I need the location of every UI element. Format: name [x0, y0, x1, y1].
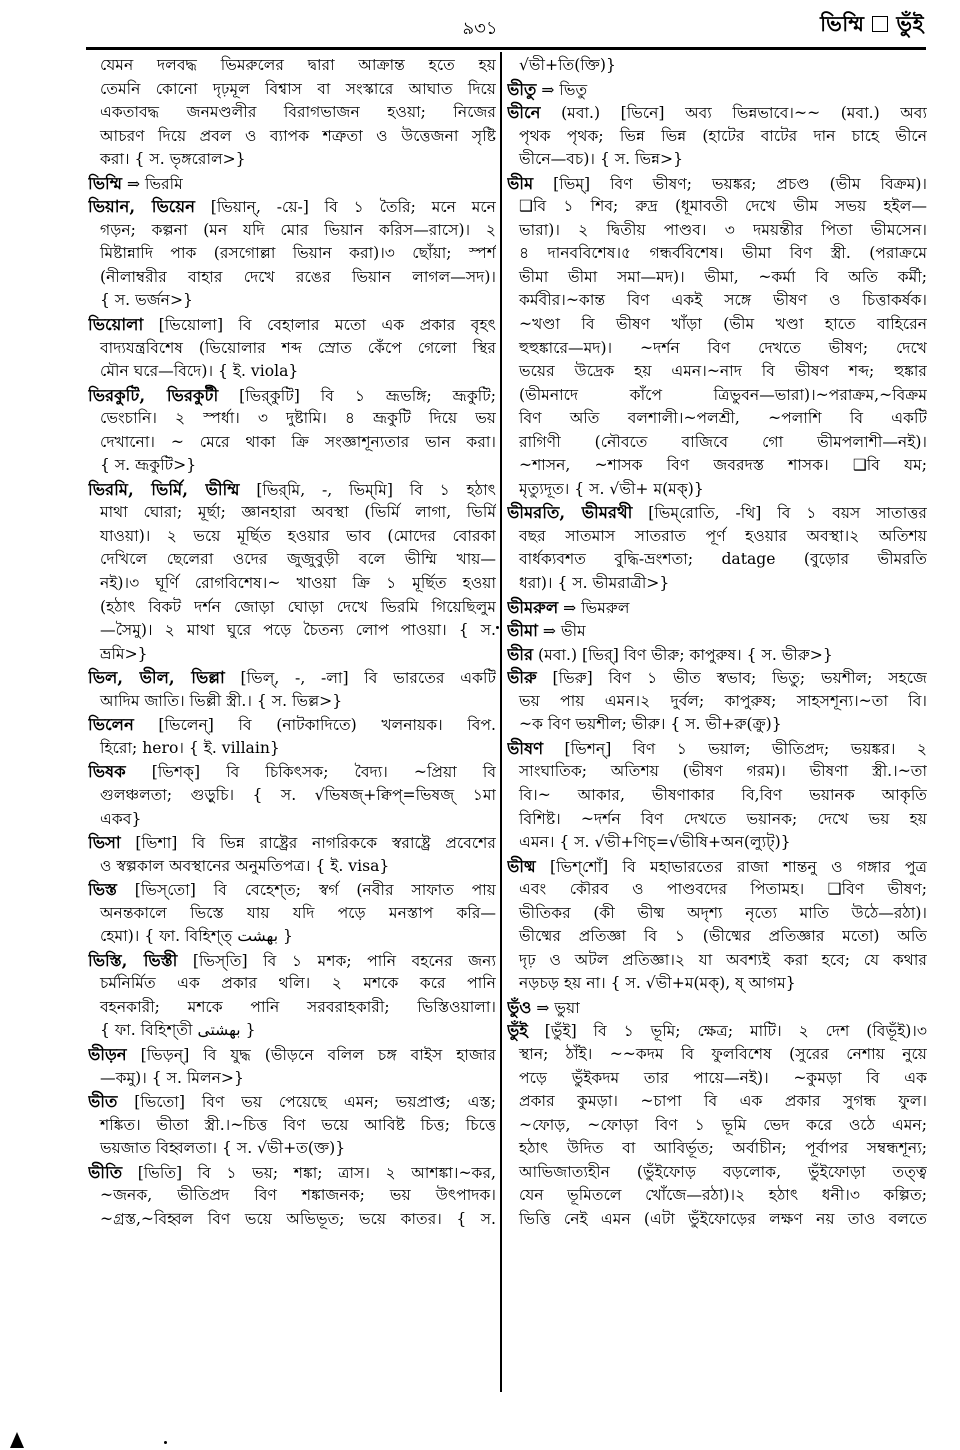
definition-line — [507, 1067, 927, 1091]
entry-text: আচরণ দিয়ে প্রবল ও ব্যাপক শত্রুতা ও উত্তেজনা সৃষ্টি — [100, 126, 496, 145]
scan-speck — [164, 1441, 167, 1444]
entry-text: বিণ অতি বলশালী।~পলশ্রী, ~পলাশি বি একটি — [519, 409, 927, 428]
entry-text: করা। { স. ভৃঙ্গরোল>} — [100, 150, 246, 169]
definition-line — [88, 501, 496, 525]
entry-text: [ভুঁই] বি ১ ভূমি; ক্ষেত্র; মাটি। ২ দেশ (বিভূঁই)।৩ — [527, 1022, 927, 1041]
definition-line — [88, 525, 496, 549]
square-separator-icon — [872, 16, 888, 32]
headword: ভিলেন — [88, 715, 134, 735]
definition-line — [88, 148, 496, 172]
entry-text: ভীনে—বচ)। { স. ভিন্ন>} — [519, 150, 684, 169]
entry-text: ভারা)। ২ দ্বিতীয় পাণ্ডব। ৩ দময়ন্তীর পিতা ভীমসেন। — [519, 220, 927, 239]
dictionary-entry-line — [507, 501, 927, 525]
definition-line — [507, 548, 927, 572]
headword: ভীতি — [88, 1162, 123, 1182]
entry-text: মৃত্যুদূত। { স. √ভী+ ম(মক্‌)} — [519, 479, 704, 498]
headword: ভিরমি, ভির্মি, ভীম্মি — [88, 479, 240, 499]
headword: ভীড়ন — [88, 1044, 127, 1064]
definition-line — [88, 431, 496, 455]
definition-line — [507, 454, 927, 478]
definition-line — [507, 902, 927, 926]
entry-text: ধরা)। { স. ভীমরাত্রী>} — [519, 574, 670, 593]
definition-line — [88, 454, 496, 478]
entry-text: কর্মবীর।~কান্ত বিণ একই সঙ্গে ভীষণ ও চিত্তাকর্ষক। — [519, 291, 927, 310]
definition-line — [507, 572, 927, 596]
entry-text: [ভিয়ান্‌, -য়ে-] বি ১ তৈরি; মনে মনে — [194, 198, 496, 217]
entry-text: ~ক বিণ ভয়শীল; ভীরু। { স. ভী+রু(ক্রু)} — [519, 715, 782, 734]
headword: ভীমা — [507, 621, 538, 641]
definition-line — [88, 643, 496, 667]
entry-text: বাদ্যযন্ত্রবিশেষ (ভিয়োলার শব্দ স্রোত কেঁপে গেলো স্থির — [100, 338, 496, 357]
definition-line — [507, 831, 927, 855]
headword: ভীতু — [507, 79, 537, 99]
dictionary-entry-line — [88, 666, 496, 690]
definition-line — [88, 219, 496, 243]
definition-line — [507, 690, 927, 714]
entry-text: মৌন ঘরে—বিদে)। { ই. viola} — [100, 362, 299, 381]
entry-text: ⇒ ভুয়া — [531, 998, 580, 1017]
entry-text: [ভিম্‌] বিণ ভীষণ; ভয়ঙ্কর; প্রচণ্ড (ভীম বিক্রম)। — [533, 174, 927, 193]
entry-text: দেখিলে ছেলেরা ওদের জুজুবুড়ী বলে ভীম্মি খায়— — [100, 550, 496, 569]
entry-text: পৃথক পৃথক; ভিন্ন ভিন্ন (হাটের বাটের দান চাহে ভীনে — [519, 126, 927, 145]
guide-word-last: ভুঁই — [896, 11, 924, 36]
entry-text: নড়চড় হয় না। { স. √ভী+ম(মক্‌), ষ্‌ আগম} — [519, 974, 796, 993]
definition-line — [88, 784, 496, 808]
dictionary-entry-line — [88, 1043, 496, 1067]
headword: ভীনে — [507, 103, 541, 123]
definition-line — [507, 784, 927, 808]
dictionary-entry-line — [88, 713, 496, 737]
definition-line — [507, 925, 927, 949]
entry-text: ⇒ ভিরমি — [122, 174, 183, 193]
entry-text: ভীষ্মের প্রতিজ্ঞা বি ১ (ভীষ্মের প্রতিজ্ঞার মতো) অতি — [519, 927, 927, 946]
entry-text: [ভিম্‌রোতি, -থি] বি ১ বয়স সাতাত্তর — [632, 504, 927, 523]
guide-word-first: ভিম্মি — [820, 11, 865, 36]
definition-line — [507, 431, 927, 455]
dictionary-entry-line — [88, 949, 496, 973]
definition-line — [88, 1137, 496, 1161]
dictionary-entry-line — [88, 831, 496, 855]
entry-text: দেখানো। ~ মেরে থাকা ক্রি সংজ্ঞাশূন্যতার ভান করা। — [100, 432, 496, 451]
entry-text: রাগিণী (নৌবতে বাজিবে গো ভীমপলাশী—নই)। — [519, 432, 927, 451]
definition-line — [507, 313, 927, 337]
headword: ভিস্তি, ভিস্তী — [88, 950, 178, 970]
definition-line — [88, 1114, 496, 1138]
definition-line — [507, 195, 927, 219]
entry-text: মাথা ঘোরা; মূর্ছা; জ্ঞানহারা অবস্থা (ভির্মি লাগা, ভির্মি — [100, 503, 496, 522]
entry-text: বার্ধক্যবশত বুদ্ধি-ভ্রংশতা; datage (বুড়োর ভীমরতি — [519, 550, 927, 569]
entry-text: { স. ভর্জন>} — [100, 291, 193, 310]
headword: ভীষণ — [507, 738, 544, 758]
right-column — [507, 54, 927, 1231]
entry-text: ভ্রমি>} — [100, 644, 148, 663]
entry-text: একব} — [100, 809, 142, 828]
entry-text: হুহুঙ্কারে—মদ)। ~দর্শন বিণ দেখতে ভীষণ; দেখে — [519, 338, 927, 357]
definition-line — [507, 360, 927, 384]
entry-text: শঙ্কিত। ভীতা স্ত্রী.।~চিত্ত বিণ ভয়ে আবিষ্ট চিত্ত; চিত্তে — [100, 1115, 496, 1134]
entry-text: ভিত্তি নেই এমন (এটা ভুঁইফোড়ের লক্ষণ নয় তাও বলতে — [519, 1209, 927, 1228]
entry-text: [ভিস্‌তো] বি বেহেশ্‌ত; স্বর্গ (নবীর সাফাত পায় — [116, 881, 496, 900]
dictionary-entry-line — [88, 313, 496, 337]
definition-line — [88, 1067, 496, 1091]
entry-text: গুলঞ্চলতা; গুড়ুচি। { স. √ভিষজ্‌+ক্বিপ্‌=ভিষজ্‌ ১মা — [100, 785, 496, 804]
headword: ভিম্মি — [88, 173, 122, 193]
headword: ভিরকুটি, ভিরকুটী — [88, 385, 219, 405]
entry-text: (মবা.) [ভির্‌] বিণ ভীরু; কাপুরুষ। { স. ভীরু>} — [533, 645, 833, 664]
running-head — [820, 8, 924, 43]
entry-text: (নীলাম্বরীর বাহার দেখে রঙের ভিয়ান লাগল—সদ)। — [100, 267, 496, 286]
headword: ভীত — [88, 1092, 118, 1112]
definition-line — [507, 478, 927, 502]
entry-text: তেমনি কোনো দৃঢ়মূল বিশ্বাস বা সংস্কারে আঘাত দিয়ে — [100, 79, 496, 98]
entry-text: [ভিল্‌, -, -লা] বি ভারতের একটি — [224, 669, 496, 688]
definition-line — [88, 690, 496, 714]
dictionary-entry-line — [88, 1161, 496, 1185]
entry-text: ভয়ের উদ্রেক হয় এমন।~নাদ বি ভীষণ শব্দ; হুঙ্কার — [519, 362, 927, 381]
headword: ভিয়ান, ভিয়েন — [88, 197, 195, 217]
definition-line — [507, 713, 927, 737]
entry-text: (ভীমনাদে কাঁপে ত্রিভুবন—ভারা)।~পরাক্রম,~বিক্রম — [519, 385, 927, 404]
dictionary-entry-line — [507, 172, 927, 196]
headword: ভুঁই — [507, 1021, 528, 1041]
definition-line — [88, 572, 496, 596]
entry-text: স্থান; ঠাঁই। ~~কদম বি ফুলবিশেষ (সুরের নেশায় নুয়ে — [519, 1044, 927, 1063]
definition-line — [88, 855, 496, 879]
dictionary-entry-line — [88, 195, 496, 219]
entry-text: ~ফোড়, ~ফোড়া বিণ ১ ভূমি ভেদ করে ওঠে এমন; — [519, 1115, 927, 1134]
entry-text: এবং কৌরব ও পাণ্ডবদের পিতামহ। ❑বিণ ভীষণ; — [519, 880, 927, 899]
entry-text: [ভিতি] বি ১ ভয়; শঙ্কা; ত্রাস। ২ আশঙ্কা।~কর, — [122, 1163, 496, 1182]
entry-text: [ভিড়ন্‌] বি যুদ্ধ (ভীড়নে বলিল চঙ্গ বাইস হাজার — [126, 1045, 496, 1064]
entry-text: ~খণ্ডা বি ভীষণ খাঁড়া (ভীম খণ্ডা হাতে বাহিরেন — [519, 315, 927, 334]
definition-line — [88, 125, 496, 149]
entry-text: পড়ে ভুঁইকদম তার পায়ে—নই)। ~কুমড়া বি এক — [519, 1068, 927, 1087]
entry-text: ও স্বল্পকাল অবস্থানের অনুমতিপত্র। { ই. visa} — [100, 856, 390, 875]
definition-line — [507, 125, 927, 149]
dictionary-entry-line — [88, 478, 496, 502]
definition-line — [88, 925, 496, 949]
entry-text: [ভির্‌মি, -, ভিম্‌মি] বি ১ হঠাৎ — [239, 480, 496, 499]
dictionary-entry-line — [507, 996, 927, 1020]
entry-text: ~গ্রস্ত,~বিহ্বল বিণ ভয়ে অভিভূত; ভয়ে কাতর। { স. — [100, 1209, 496, 1228]
definition-line — [507, 407, 927, 431]
entry-text: ৪ দানববিশেষ।৫ গন্ধর্ববিশেষ। ভীমা বিণ স্ত্রী. (পরাক্রমে — [519, 244, 927, 263]
definition-line — [507, 525, 927, 549]
headword: ভীমরতি, ভীমরথী — [507, 503, 633, 523]
entry-text: ভীতিকর (কী ভীষ্ম অদৃশ্য নৃত্যে মাতি উঠে—রঠা)। — [519, 903, 927, 922]
definition-line — [507, 972, 927, 996]
definition-line — [507, 266, 927, 290]
definition-line — [507, 1114, 927, 1138]
entry-text: এমন। { স. √ভী+ণিচ্‌=√ভীষি+অন(ল্যুট্‌)} — [519, 833, 791, 852]
entry-text: যেমন দলবদ্ধ ভিমরুলের দ্বারা আক্রান্ত হতে হয় — [100, 56, 496, 74]
definition-line — [507, 878, 927, 902]
entry-text: দৃঢ় ও অটল প্রতিজ্ঞা।২ যা অবশ্যই করা হবে; যে কথার — [519, 950, 927, 969]
entry-text: আভিজাত্যহীন (ভুঁইফোড় বড়লোক, ভুঁইফোড়া তত্ত্ব — [519, 1162, 927, 1181]
definition-line — [507, 384, 927, 408]
definition-line — [88, 1184, 496, 1208]
headword: ভীষ্ম — [507, 856, 536, 876]
dictionary-entry-line — [507, 643, 927, 667]
entry-text: [ভিশা] বি ভিন্ন রাষ্ট্রের নাগরিককে স্বরাষ্ট্রে প্রবেশের — [120, 834, 496, 853]
definition-line — [88, 737, 496, 761]
entry-text: সাংঘাতিক; অতিশয় (ভীষণ গরম)। ভীষণা স্ত্রী.।~তা — [519, 762, 927, 781]
definition-line — [88, 1019, 496, 1043]
entry-text: আদিম জাতি। ভিল্লী স্ত্রী.। { স. ভিল্ল>} — [100, 691, 343, 710]
definition-line — [88, 242, 496, 266]
headword: ভিস্ত — [88, 880, 117, 900]
entry-text: [ভিরু] বিণ ১ ভীত স্বভাব; ভিতু; ভয়শীল; সহজে — [536, 669, 927, 688]
dictionary-entry-line — [507, 596, 927, 620]
entry-text: ⇒ ভিমরুল — [558, 598, 630, 617]
definition-line — [507, 760, 927, 784]
dictionary-entry-line — [88, 384, 496, 408]
definition-line — [88, 101, 496, 125]
definition-line — [507, 1043, 927, 1067]
headword: ভীম — [507, 173, 534, 193]
definition-line — [507, 242, 927, 266]
entry-text: ~শাসন, ~শাসক বিণ জবরদস্ত শাসক। ❑বি যম; — [519, 456, 927, 475]
dictionary-entry-line — [88, 760, 496, 784]
entry-text: যাওয়া)। ২ ভয়ে মূর্ছিত হওয়ার ভাব (মোদের বোরকা — [100, 526, 496, 545]
definition-line — [88, 1208, 496, 1232]
entry-text: [ভিয়োলা] বি বেহালার মতো এক প্রকার বৃহৎ — [143, 316, 496, 335]
entry-text: ⇒ ভিতু — [536, 80, 588, 99]
entry-text: [ভিশন্‌] বিণ ১ ভয়াল; ভীতিপ্রদ; ভয়ঙ্কর। ২ — [543, 739, 927, 758]
headword: ভিয়োলা — [88, 315, 144, 335]
definition-line — [507, 337, 927, 361]
entry-text: [ভিস্‌তি] বি ১ মশক; পানি বহনের জন্য — [177, 951, 496, 970]
entry-text: { স. ভ্রূকুটি>} — [100, 456, 197, 475]
definition-line — [507, 54, 927, 78]
entry-text: —সৈমু)। ২ মাথা ঘুরে পড়ে চৈতন্য লোপ পাওয়া। { স. — [100, 621, 496, 640]
definition-line — [507, 1161, 927, 1185]
entry-text: [ভির্‌কুটি] বি ১ ভ্রূভঙ্গি; ভ্রূকুটি; — [218, 386, 496, 405]
definition-line — [88, 337, 496, 361]
definition-line — [88, 360, 496, 384]
definition-line — [88, 548, 496, 572]
scan-artifact — [10, 1432, 24, 1448]
dictionary-entry-line — [507, 78, 927, 102]
definition-line — [88, 407, 496, 431]
column-divider — [500, 52, 502, 1392]
entry-text: [ভিশ্‌শোঁ] বি মহাভারতের রাজা শান্তনু ও গঙ্গার পুত্র — [535, 857, 927, 876]
entry-text: ভয় পায় এমন।২ দুর্বল; কাপুরুষ; সাহসশূন্য।~তা বি। — [519, 691, 927, 710]
entry-text: ❑বি ১ শিব; রুদ্র (ধূমাবতী দেখে ভীম সভয় হইল— — [519, 197, 927, 216]
headword: ভিষক — [88, 762, 126, 782]
dictionary-entry-line — [88, 172, 496, 196]
dictionary-entry-line — [88, 1090, 496, 1114]
dictionary-entry-line — [507, 737, 927, 761]
entry-text: বিশিষ্ট। ~দর্শন বিণ দেখতে ভয়ানক; দেখে ভয় হয় — [519, 809, 927, 828]
entry-text: গড়ন; কল্পনা (মন যদি মোর ভিয়ান করিস—রাসে)। ২ — [100, 220, 496, 239]
header-rule — [86, 47, 926, 50]
headword: ভীরু — [507, 668, 537, 688]
entry-text: চর্মনির্মিত এক প্রকার থলি। ২ মশকে করে পানি — [100, 974, 496, 993]
entry-text: (মবা.) [ভিনে] অব্য ভিন্নভাবে।~~ (মবা.) অব্য — [540, 104, 927, 123]
definition-line — [507, 1208, 927, 1232]
headword: ভীর — [507, 644, 534, 664]
definition-line — [507, 949, 927, 973]
definition-line — [507, 1137, 927, 1161]
entry-text: [ভিলেন্‌] বি (নাটকাদিতে) খলনায়ক। বিপ. — [133, 716, 496, 735]
entry-text: ভীমা ভীমা সমা—মদ)। ভীমা, ~কর্মা বি অতি কর্মী; — [519, 267, 927, 286]
headword: ভিল, ভীল, ভিল্লা — [88, 668, 225, 688]
entry-text: হঠাৎ উদিত বা আবির্ভূত; অর্বাচীন; পূর্বাপর সম্বন্ধশূন্য; — [519, 1139, 927, 1158]
entry-text: বি।~ আকার, ভীষণাকার বি,বিণ ভয়ানক আকৃতি — [519, 785, 927, 804]
entry-text: ভেংচানি। ২ স্পর্ধা। ৩ দুষ্টামি। ৪ ভ্রূকুটি দিয়ে ভয় — [100, 409, 496, 428]
definition-line — [507, 289, 927, 313]
entry-text: হেমা)। { ফা. বিহিশ্‌ত্‌ بهشت } — [100, 927, 293, 946]
entry-text: { ফা. বিহিশ্‌তী بهشتى } — [100, 1021, 256, 1040]
entry-text: —কমু)। { স. মিলন>} — [100, 1068, 244, 1087]
definition-line — [88, 54, 496, 78]
page-number: ৯৩১ — [462, 18, 498, 39]
entry-text: (হঠাৎ বিকট দর্শন জোড়া ঘোড়া দেখে ভিরমি গিয়েছিলুম — [100, 597, 496, 616]
definition-line — [88, 619, 496, 643]
definition-line — [507, 1184, 927, 1208]
definition-line — [507, 148, 927, 172]
definition-line — [507, 219, 927, 243]
dictionary-entry-line — [507, 101, 927, 125]
dictionary-entry-line — [507, 855, 927, 879]
headword: ভুঁও — [507, 997, 532, 1017]
entry-text: ভয়জাত বিহ্বলতা। { স. √ভী+ত(ক্ত)} — [100, 1139, 346, 1158]
headword: ভীমরুল — [507, 597, 559, 617]
entry-text: প্রকার কুমড়া। ~চাপা বি এক প্রকার সুগন্ধ ফুল। — [519, 1092, 927, 1111]
entry-text: নই)।৩ ঘূর্ণি রোগবিশেষ।~ খাওয়া ক্রি ১ মূর্ছিত হওয়া — [100, 574, 496, 593]
entry-text: বহনকারী; মশকে পানি সরবরাহকারী; ভিস্তিওয়ালা। — [100, 997, 496, 1016]
entry-text: একতাবদ্ধ জনমণ্ডলীর বিরাগভাজন হওয়া; নিজের — [100, 103, 496, 122]
entry-text: অনন্তকালে ভিস্তে যায় যদি পড়ে মনস্তাপ করি— — [100, 903, 496, 922]
definition-line — [507, 1090, 927, 1114]
definition-line — [88, 902, 496, 926]
entry-text: ~জনক, ভীতিপ্রদ বিণ শঙ্কাজনক; ভয় উৎপাদক। — [100, 1186, 496, 1205]
dictionary-entry-line — [507, 619, 927, 643]
definition-line — [88, 596, 496, 620]
dictionary-entry-line — [88, 878, 496, 902]
dictionary-entry-line — [507, 666, 927, 690]
entry-text: [ভিতো] বিণ ভয় পেয়েছে এমন; ভয়প্রাপ্ত; এস্ত; — [117, 1093, 496, 1112]
definition-line — [88, 808, 496, 832]
dictionary-entry-line — [507, 1019, 927, 1043]
definition-line — [88, 972, 496, 996]
entry-text: √ভী+তি(ক্তি)} — [519, 56, 616, 74]
definition-line — [88, 78, 496, 102]
entry-text: মিষ্টান্নাদি পাক (রসগোল্লা ভিয়ান করা)।৩ ছোঁয়া; স্পর্শ — [100, 244, 496, 263]
scan-speck — [496, 626, 499, 629]
headword: ভিসা — [88, 833, 121, 853]
definition-line — [507, 808, 927, 832]
definition-line — [88, 266, 496, 290]
entry-text: [ভিশক্‌] বি চিকিৎসক; বৈদ্য। ~প্রিয়া বি — [125, 763, 496, 782]
entry-text: যেন ভূমিতলে খোঁজে—রঠা)।২ হঠাৎ ধনী।৩ কল্পিত; — [519, 1186, 927, 1205]
definition-line — [88, 996, 496, 1020]
entry-text: হিরো; hero। { ই. villain} — [100, 738, 280, 757]
left-column — [88, 54, 496, 1231]
entry-text: বছর সাতমাস সাতরাত পূর্ণ হওয়ার অবস্থা।২ অতিশয় — [519, 526, 927, 545]
entry-text: ⇒ ভীম — [537, 622, 586, 641]
definition-line — [88, 289, 496, 313]
